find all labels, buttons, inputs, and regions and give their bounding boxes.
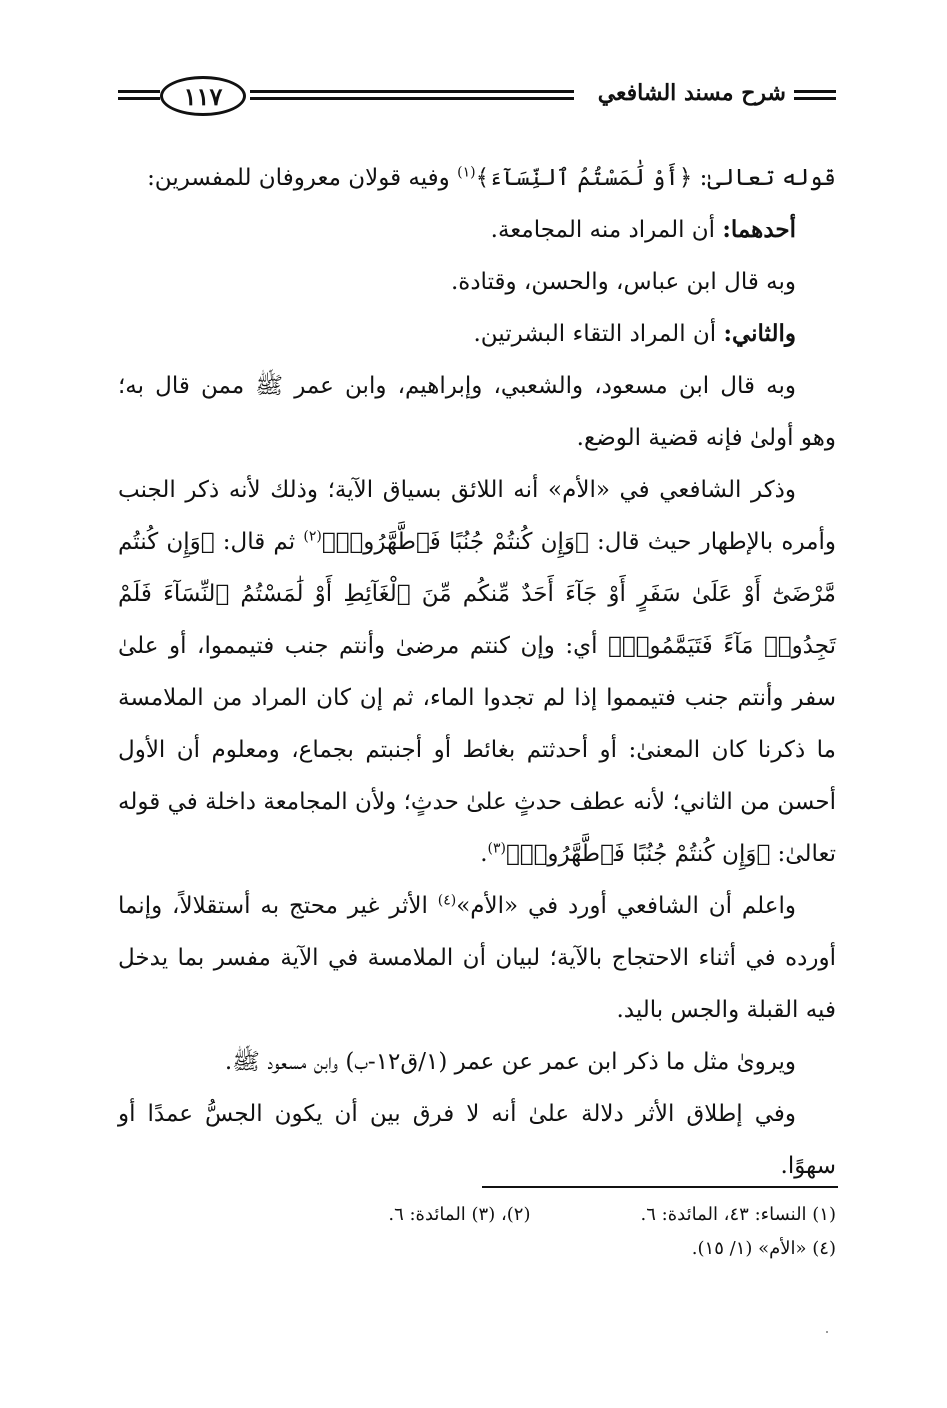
footnote-1: (١) النساء: ٤٣، المائدة: ٦. [640,1204,836,1225]
header-rule-left [118,90,160,100]
page-number: ١١٧ [183,81,223,111]
footnote-ref-1: (١) [457,164,476,181]
paragraph-6-text: وذكر الشافعي في «الأم» أنه اللائق بسياق الآية؛ وذلك لأنه ذكر الجنب وأمره بالإطهار حيث قال: ﴿وَإِن كُنتُمْ جُنُبًا فَٱطَّهَّرُوا۟﴾ [118,477,836,555]
paragraph-6-tail: ثم قال: ﴿وَإِن كُنتُم مَّرْضَىٰٓ أَوْ عَلَىٰ سَفَرٍ أَوْ جَآءَ أَحَدٌ مِّنكُم مِّنَ ٱلْغَآئِطِ أَوْ لَٰمَسْتُمُ ٱلنِّسَآءَ فَلَمْ تَجِدُوا۟ مَآءً فَتَيَمَّمُوا۟﴾ أي: وإن كنتم مرضىٰ وأنتم جنب فتيمموا، أو علىٰ سفر وأنتم جنب فتيمموا إذا لم تجدوا الماء، ثم إن كان المراد من الملامسة ما ذكرنا كان المعنىٰ: أو أحدثتم بغائط أو أجنبتم بجماع، ومعلوم أن الأول أحسن من الثاني؛ لأنه عطف حدثٍ علىٰ حدثٍ؛ ولأن المجامعة داخلة في قوله تعالىٰ: ﴿وَإِن كُنتُمْ جُنُبًا فَٱطَّهَّرُوا۟﴾ [118,529,836,867]
paragraph-6 [118,464,836,880]
paragraph-1-text: قوله تعالىٰ: ﴿أَوْ لَٰمَسْتُمُ ٱلنِّسَآءَ﴾ [475,165,836,191]
paragraph-5 [118,360,836,464]
paragraph-7 [118,880,836,1036]
paragraph-9 [118,1088,836,1192]
footnotes [118,1198,836,1266]
footnote-row-2 [118,1232,836,1266]
header-rule-middle [250,90,574,100]
footnote-2-3: (٢)، (٣) المائدة: ٦. [388,1204,531,1225]
footnote-ref-4: (٤) [437,892,457,909]
paragraph-9-text: وفي إطلاق الأثر دلالة علىٰ أنه لا فرق بين أن يكون الجسُّ عمدًا أو سهوًا. [118,1101,836,1179]
paragraph-8-text: ويروىٰ مثل ما ذكر ابن عمر عن عمر (١/ق١٢-ب) وابن مسعود ﷺ. [224,1049,796,1075]
paragraph-3 [118,256,836,308]
paragraph-4-heading: والثاني: [723,320,796,347]
paragraph-1-tail: وفيه قولان معروفان للمفسرين: [147,165,458,191]
header-rule-right [794,90,836,100]
paragraph-4 [118,308,836,360]
paragraph-4-text: أن المراد التقاء البشرتين. [473,321,724,347]
footnote-4: (٤) «الأم» (١/ ١٥). [691,1238,836,1259]
footnote-row-1 [118,1198,836,1232]
page-number-badge [160,76,246,116]
paragraph-6-end: . [480,841,488,867]
footnote-separator [482,1186,838,1188]
footnote-ref-2: (٢) [303,528,322,545]
footnote-ref-3: (٣) [487,840,506,857]
paragraph-7-tail: الأثر غير محتج به أستقلالاً، وإنما أورده في أثناء الاحتجاج بالآية؛ لبيان أن الملامسة في الآية مفسر بما يدخل فيه القبلة والجس باليد. [118,893,836,1023]
running-header [118,76,836,124]
book-title: شرح مسند الشافعي [597,80,786,106]
paragraph-1 [118,152,836,204]
paragraph-7-text: واعلم أن الشافعي أورد في «الأم» [456,893,796,919]
main-text [118,152,836,1192]
paragraph-8 [118,1036,836,1088]
paragraph-2-text: أن المراد منه المجامعة. [490,217,723,243]
paragraph-2 [118,204,836,256]
paragraph-5-text: وبه قال ابن مسعود، والشعبي، وإبراهيم، وابن عمر ﷺ ممن قال به؛ وهو أولىٰ فإنه قضية الوضع. [118,373,836,451]
paragraph-3-text: وبه قال ابن عباس، والحسن، وقتادة. [450,269,796,295]
scan-speck [826,1331,828,1333]
paragraph-2-heading: أحدهما: [722,216,796,243]
